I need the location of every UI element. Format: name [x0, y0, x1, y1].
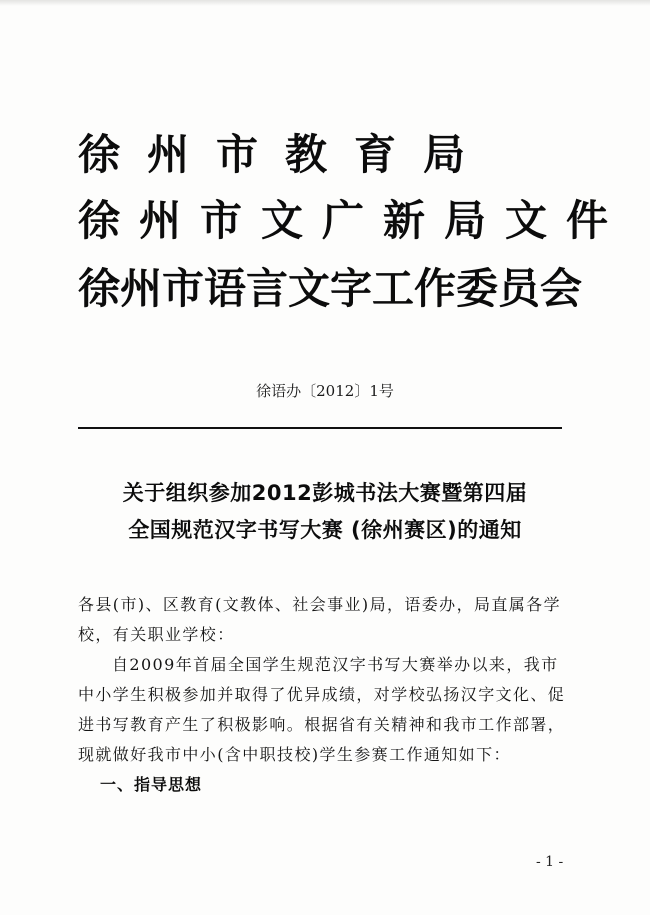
section-heading-guiding-ideology: 一、指导思想 [100, 775, 203, 794]
page-number: - 1 - [536, 854, 564, 870]
notice-title-line-2: 全国规范汉字书写大赛 (徐州赛区)的通知 [128, 518, 522, 542]
document-number: 徐语办〔2012〕1号 [256, 382, 394, 400]
body-text-line: 进书写教育产生了积极影响。根据省有关精神和我市工作部署， [78, 715, 566, 734]
body-text-line: 中小学生积极参加并取得了优异成绩，对学校弘扬汉字文化、促 [78, 685, 566, 704]
body-text-line: 自2009年首届全国学生规范汉字书写大赛举办以来，我市 [112, 655, 559, 674]
scan-edge-shadow [0, 0, 650, 6]
issuer-header-language-committee: 徐州市语言文字工作委员会 [78, 264, 583, 313]
issuer-header-culture-bureau: 徐州市文广新局文件 [78, 196, 628, 245]
issuer-header-education-bureau: 徐州市教育局 [78, 130, 493, 179]
body-text-line: 各县(市)、区教育(文教体、社会事业)局，语委办，局直属各学 [78, 595, 561, 614]
header-divider-rule [78, 427, 562, 429]
body-text-line: 校，有关职业学校： [78, 625, 235, 644]
body-text-line: 现就做好我市中小(含中职技校)学生参赛工作通知如下： [78, 745, 511, 764]
notice-title-line-1: 关于组织参加2012彭城书法大赛暨第四届 [122, 481, 528, 505]
